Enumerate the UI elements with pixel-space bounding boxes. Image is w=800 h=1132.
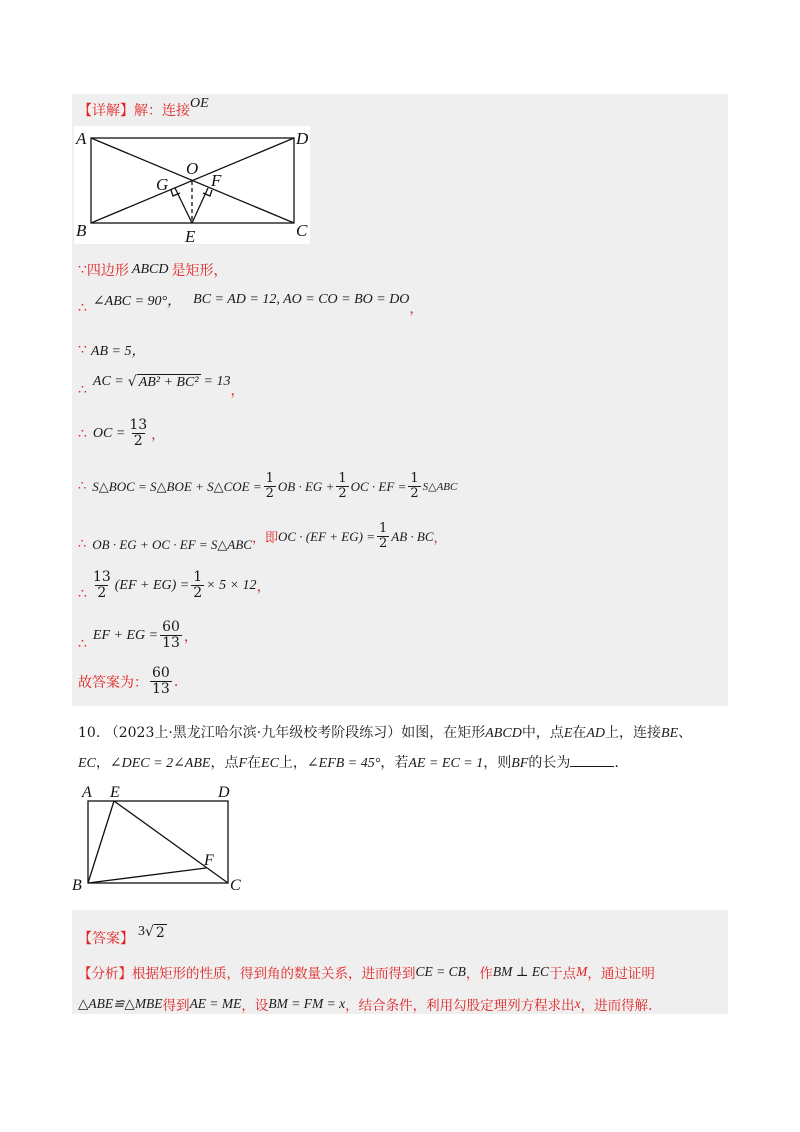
line2-angle: ∠ABC = 90°，: [92, 294, 182, 309]
line7-mid: OC · (EF + EG) =: [278, 528, 375, 544]
frac-numerator: 60: [162, 619, 180, 635]
analysis-text: ，设: [241, 998, 269, 1014]
analysis-text: ，进而得解.: [580, 998, 653, 1014]
solution-line-1: [78, 260, 227, 280]
q-math: E: [563, 726, 573, 741]
line9-comma: ，: [183, 628, 198, 645]
analysis-math: BM ⊥ EC: [492, 964, 550, 979]
rectangle-figure-1: [74, 126, 310, 244]
frac-denominator: 13: [152, 681, 170, 698]
label-f: F: [211, 171, 222, 190]
fraction-half-4: [377, 522, 389, 552]
q-text: ，点: [210, 755, 239, 771]
q-text: 上，连接: [605, 725, 662, 741]
answer-line: [78, 922, 167, 947]
line4-comma: ，: [230, 383, 245, 399]
q-math: ABCD: [485, 726, 522, 741]
fraction-half-3: [408, 472, 420, 502]
frac-numerator: 1: [338, 471, 347, 486]
therefore-symbol-4: ∴: [78, 479, 87, 495]
fraction-13-2-b: [91, 570, 113, 602]
q-text: 在: [247, 755, 262, 771]
analysis-text: 根据矩形的性质，得到角的数量关系，进而得到: [132, 966, 416, 982]
therefore-symbol-5: ∴: [78, 537, 87, 553]
label-d2: D: [218, 784, 230, 801]
answer-period: .: [173, 673, 179, 690]
analysis-math: △ABE≌△MBE: [78, 996, 163, 1011]
q-text: .: [614, 755, 619, 771]
analysis-math: x: [574, 996, 581, 1011]
frac-denominator: 13: [162, 635, 180, 652]
analysis-math: M: [576, 964, 588, 979]
line6-term1: OB · EG +: [277, 478, 335, 494]
frac-numerator: 1: [193, 569, 203, 585]
line4-left: AC =: [92, 374, 124, 389]
label-a: A: [76, 129, 87, 148]
sqrt-expression: √ AB² + BC²: [127, 373, 199, 390]
answer-radicand: 2: [155, 924, 165, 941]
line3-ab: AB = 5，: [90, 344, 146, 359]
question-source: （2023上·黑龙江哈尔滨·九年级校考阶段练习）: [104, 725, 402, 741]
q-math: AD: [586, 726, 606, 741]
analysis-text: 得到: [162, 998, 190, 1014]
label-o: O: [186, 159, 199, 178]
line1-tail: 是矩形，: [171, 263, 228, 279]
line1-shape: ABCD: [131, 262, 169, 277]
q-text: 中，点: [521, 725, 564, 741]
q-text: ，则: [483, 755, 512, 771]
line9-left: EF + EG =: [92, 627, 159, 643]
segment-bf: [88, 868, 206, 883]
analysis-text: ，通过证明: [587, 966, 655, 982]
question-number: 10.: [78, 725, 101, 741]
line6-term2: OC · EF =: [350, 478, 407, 494]
label-c2: C: [230, 877, 241, 894]
frac-numerator: 60: [152, 665, 170, 681]
fraction-half-5: [191, 570, 204, 602]
q-text: 、: [678, 725, 693, 741]
analysis-text: 于点: [549, 966, 577, 982]
because-symbol-2: ∵: [78, 342, 87, 358]
line5-comma: ，: [151, 426, 166, 443]
therefore-symbol-3: ∴: [78, 425, 87, 442]
frac-denominator: 2: [133, 433, 143, 450]
label-a2: A: [82, 784, 92, 801]
q-math: BE: [661, 726, 679, 741]
intro-segment: OE: [190, 96, 209, 111]
q-math: BF: [511, 756, 529, 771]
line7-ji: ，即: [251, 531, 278, 547]
line6-end: S△ABC: [422, 481, 458, 494]
answer-coefficient: 3: [138, 924, 145, 939]
q-math: ∠EFB = 45°: [306, 756, 381, 771]
analysis-math: CE = CB: [415, 964, 466, 979]
solution-intro: [78, 96, 209, 120]
therefore-symbol-6: ∴: [78, 585, 87, 602]
segment-be: [88, 801, 114, 883]
frac-denominator: 2: [378, 536, 388, 552]
label-b: B: [76, 221, 87, 240]
line6-areas: S△BOC = S△BOE + S△COE =: [92, 478, 262, 494]
therefore-symbol-7: ∴: [78, 635, 87, 652]
solution-line-9: [78, 620, 198, 652]
line8-mid: (EF + EG) =: [114, 577, 190, 593]
frac-numerator: 1: [265, 471, 274, 486]
frac-numerator: 13: [129, 417, 148, 433]
q-text: 在: [572, 725, 587, 741]
solution-line-3: [78, 340, 145, 360]
q-math: AE = EC = 1: [408, 756, 484, 771]
solution-answer: [78, 666, 178, 698]
line2-comma: ，: [409, 301, 424, 317]
fraction-half-1: [264, 472, 276, 502]
fraction-60-13: [160, 620, 182, 652]
label-d: D: [296, 129, 309, 148]
fraction-half-2: [336, 472, 348, 502]
q-math: EC: [261, 756, 279, 771]
analysis-math: AE = ME: [189, 996, 242, 1011]
label-g: G: [156, 175, 169, 194]
frac-numerator: 13: [92, 569, 111, 585]
solution-line-8: [78, 570, 271, 602]
therefore-symbol-2: ∴: [78, 382, 87, 398]
solution-line-2: [78, 290, 424, 317]
rect-abcd-2: [88, 801, 228, 883]
because-symbol: ∵: [78, 262, 87, 278]
label-b2: B: [72, 877, 82, 894]
answer-fraction: [150, 666, 172, 698]
solution-line-4: [78, 372, 245, 399]
solution-line-7: [78, 522, 447, 552]
frac-denominator: 2: [265, 486, 274, 502]
frac-numerator: 1: [378, 521, 388, 536]
answer-prefix: 故答案为：: [78, 674, 148, 691]
answer-sqrt: √ 2: [145, 923, 165, 941]
frac-denominator: 2: [97, 585, 107, 602]
q-math: EC: [78, 756, 96, 771]
label-c: C: [296, 221, 308, 240]
line8-comma: ，: [256, 578, 271, 595]
q-text: ，: [95, 755, 110, 771]
line4-right: = 13: [203, 374, 231, 389]
q-text: 的长为: [528, 755, 571, 771]
line7-comma: ，: [433, 531, 447, 547]
fraction-13-2: [127, 418, 149, 450]
line2-equalities: BC = AD = 12, AO = CO = BO = DO: [193, 292, 410, 307]
label-e2: E: [110, 784, 120, 801]
segment-eg: [175, 188, 192, 223]
analysis-math: BM = FM = x: [268, 996, 346, 1011]
q-math: ∠DEC = 2∠ABE: [109, 756, 211, 771]
segment-ef: [192, 188, 208, 223]
rectangle-figure-2: [72, 782, 262, 894]
line7-left: OB · EG + OC · EF = S△ABC: [92, 536, 252, 552]
answer-blank[interactable]: [570, 754, 614, 767]
line8-end: × 5 × 12: [206, 577, 257, 593]
label-e: E: [185, 227, 196, 244]
therefore-symbol: ∴: [78, 300, 87, 316]
q-math: F: [238, 756, 248, 771]
frac-denominator: 2: [410, 486, 419, 502]
line1-text: 四边形: [86, 263, 129, 279]
analysis-line-1: [78, 962, 655, 982]
analysis-label: 【分析】: [78, 966, 132, 982]
line7-end: AB · BC: [391, 528, 434, 544]
solution-line-5: [78, 418, 165, 450]
q-text: 如图，在矩形: [401, 725, 486, 741]
analysis-line-2: [78, 994, 652, 1014]
analysis-text: ，结合条件，利用勾股定理列方程求出: [345, 998, 575, 1014]
q-text: 上，: [278, 755, 307, 771]
answer-label: 【答案】: [78, 931, 134, 947]
question-10-line-2: [78, 752, 619, 772]
intro-text: 解：连接: [134, 103, 190, 119]
detail-label: 【详解】: [78, 103, 134, 119]
frac-numerator: 1: [410, 471, 419, 486]
segment-ec: [114, 801, 228, 883]
frac-denominator: 2: [193, 585, 203, 602]
sqrt-radicand: AB² + BC²: [138, 374, 199, 390]
analysis-text: ，作: [465, 966, 493, 982]
frac-denominator: 2: [338, 486, 347, 502]
solution-line-6: [78, 472, 457, 502]
q-text: ，若: [380, 755, 409, 771]
question-10-line-1: [78, 722, 692, 742]
line5-left: OC =: [92, 425, 126, 441]
label-f2: F: [204, 852, 214, 869]
